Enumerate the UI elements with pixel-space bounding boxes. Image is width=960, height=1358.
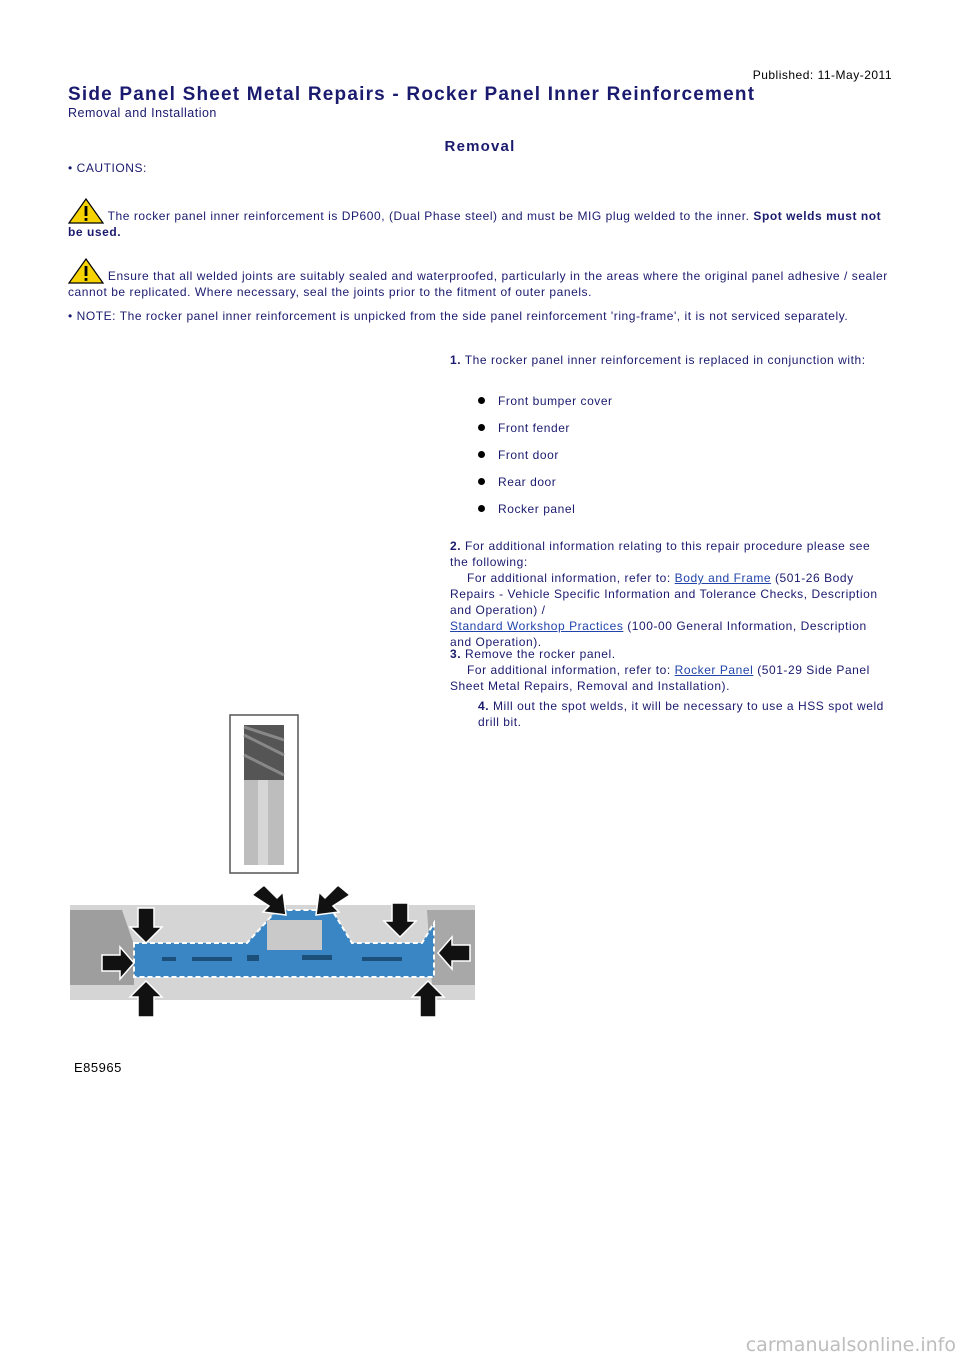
section-title: Removal bbox=[444, 138, 516, 155]
page-subtitle: Removal and Installation bbox=[68, 106, 217, 120]
step-text: For additional information relating to this repair procedure please see the following: bbox=[450, 539, 871, 569]
list-item: Rear door bbox=[478, 475, 613, 502]
ref-text: (501-26 Body Repairs - Vehicle Specific Information and Tolerance Checks, Description and Operation) / bbox=[450, 571, 878, 617]
list-item: Front fender bbox=[478, 421, 613, 448]
cautions-label: • CAUTIONS: bbox=[68, 161, 147, 175]
step-number: 2. bbox=[450, 539, 462, 553]
component-list bbox=[478, 394, 613, 529]
caution-1-text: The rocker panel inner reinforcement is DP600, (Dual Phase steel) and must be MIG plug welded to the inner. bbox=[107, 209, 750, 223]
step-1 bbox=[450, 352, 890, 368]
step-text: Mill out the spot welds, it will be necessary to use a HSS spot weld drill bit. bbox=[478, 699, 884, 729]
bullet-icon bbox=[478, 397, 485, 404]
step-number: 4. bbox=[478, 699, 490, 713]
caution-1 bbox=[68, 198, 888, 240]
ref-prefix: For additional information, refer to: bbox=[467, 663, 671, 677]
caution-2-text: Ensure that all welded joints are suitably sealed and waterproofed, particularly in the areas where the original panel adhesive / sealer cannot be replicated. Where necessary, seal the joints prior to the fitment of outer panels. bbox=[68, 269, 888, 299]
step-3 bbox=[450, 646, 890, 694]
ref-prefix: For additional information, refer to: bbox=[467, 571, 671, 585]
bullet-icon bbox=[478, 505, 485, 512]
step-2 bbox=[450, 538, 890, 650]
watermark: carmanualsonline.info bbox=[745, 1334, 956, 1356]
list-item: Front bumper cover bbox=[478, 394, 613, 421]
step-number: 1. bbox=[450, 353, 462, 367]
ref-text: (501-29 Side Panel Sheet Metal Repairs, Removal and Installation). bbox=[450, 663, 870, 693]
bullet-icon bbox=[478, 451, 485, 458]
published-date: Published: 11-May-2011 bbox=[752, 68, 892, 82]
warning-icon bbox=[68, 258, 104, 284]
step-text: Remove the rocker panel. bbox=[465, 647, 616, 661]
note: • NOTE: The rocker panel inner reinforcement is unpicked from the side panel reinforcement 'ring-frame', it is not serviced separately. bbox=[68, 309, 849, 323]
standard-workshop-practices-link[interactable]: Standard Workshop Practices bbox=[450, 619, 624, 633]
list-item: Rocker panel bbox=[478, 502, 613, 529]
rocker-panel-figure bbox=[62, 705, 482, 1085]
bullet-icon bbox=[478, 478, 485, 485]
ref-text: (100-00 General Information, Description and Operation). bbox=[450, 619, 867, 649]
warning-icon bbox=[68, 198, 104, 224]
rocker-panel-link[interactable]: Rocker Panel bbox=[674, 663, 754, 677]
caution-1-emphasis: Spot welds must not be used. bbox=[68, 209, 882, 239]
step-text: The rocker panel inner reinforcement is replaced in conjunction with: bbox=[464, 353, 866, 367]
caution-2 bbox=[68, 258, 888, 300]
step-number: 3. bbox=[450, 647, 462, 661]
page-title: Side Panel Sheet Metal Repairs - Rocker Panel Inner Reinforcement bbox=[68, 84, 756, 105]
figure-label: E85965 bbox=[74, 1060, 122, 1075]
step-4 bbox=[478, 698, 888, 730]
list-item: Front door bbox=[478, 448, 613, 475]
bullet-icon bbox=[478, 424, 485, 431]
body-and-frame-link[interactable]: Body and Frame bbox=[674, 571, 772, 585]
